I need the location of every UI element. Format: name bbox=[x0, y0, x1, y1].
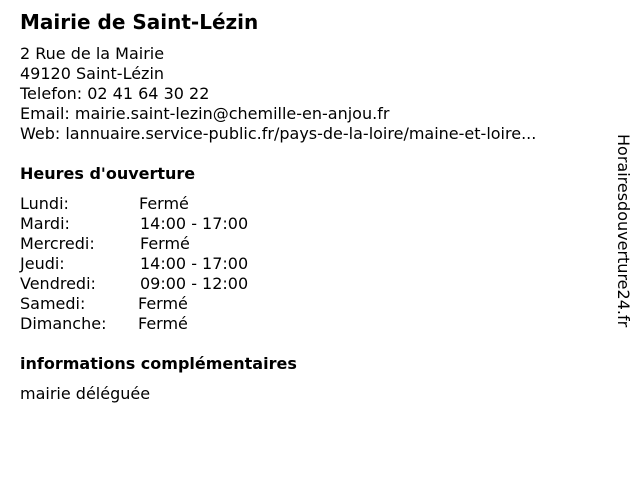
day-label: Lundi: bbox=[20, 194, 69, 213]
day-label: Mardi: bbox=[20, 214, 70, 233]
additional-info-heading: informations complémentaires bbox=[20, 354, 297, 373]
time-value: 14:00 - 17:00 bbox=[140, 254, 249, 273]
hours-row-thursday bbox=[20, 254, 320, 274]
time-value: Fermé bbox=[138, 314, 188, 333]
opening-hours-table bbox=[20, 194, 320, 334]
hours-row-tuesday bbox=[20, 214, 320, 234]
time-value: Fermé bbox=[138, 294, 188, 313]
time-value: Fermé bbox=[140, 234, 190, 253]
page-title: Mairie de Saint-Lézin bbox=[20, 10, 259, 34]
phone-line[interactable]: Telefon: 02 41 64 30 22 bbox=[20, 84, 210, 103]
time-value: 09:00 - 12:00 bbox=[140, 274, 249, 293]
day-label: Jeudi: bbox=[20, 254, 65, 273]
site-watermark: Horairesdouverture24.fr bbox=[614, 134, 633, 328]
hours-row-monday bbox=[20, 194, 320, 214]
additional-info-text: mairie déléguée bbox=[20, 384, 151, 403]
opening-hours-heading: Heures d'ouverture bbox=[20, 164, 196, 183]
hours-row-saturday bbox=[20, 294, 320, 314]
hours-row-friday bbox=[20, 274, 320, 294]
city-postcode: 49120 Saint-Lézin bbox=[20, 64, 165, 83]
hours-row-sunday bbox=[20, 314, 320, 334]
day-label: Mercredi: bbox=[20, 234, 95, 253]
hours-row-wednesday bbox=[20, 234, 320, 254]
street-address: 2 Rue de la Mairie bbox=[20, 44, 165, 63]
time-value: Fermé bbox=[139, 194, 189, 213]
time-value: 14:00 - 17:00 bbox=[140, 214, 249, 233]
day-label: Dimanche: bbox=[20, 314, 107, 333]
day-label: Samedi: bbox=[20, 294, 86, 313]
day-label: Vendredi: bbox=[20, 274, 96, 293]
email-line[interactable]: Email: mairie.saint-lezin@chemille-en-anjou.fr bbox=[20, 104, 390, 123]
website-line[interactable]: Web: lannuaire.service-public.fr/pays-de-la-loire/maine-et-loire... bbox=[20, 124, 537, 143]
address-block bbox=[20, 44, 536, 144]
